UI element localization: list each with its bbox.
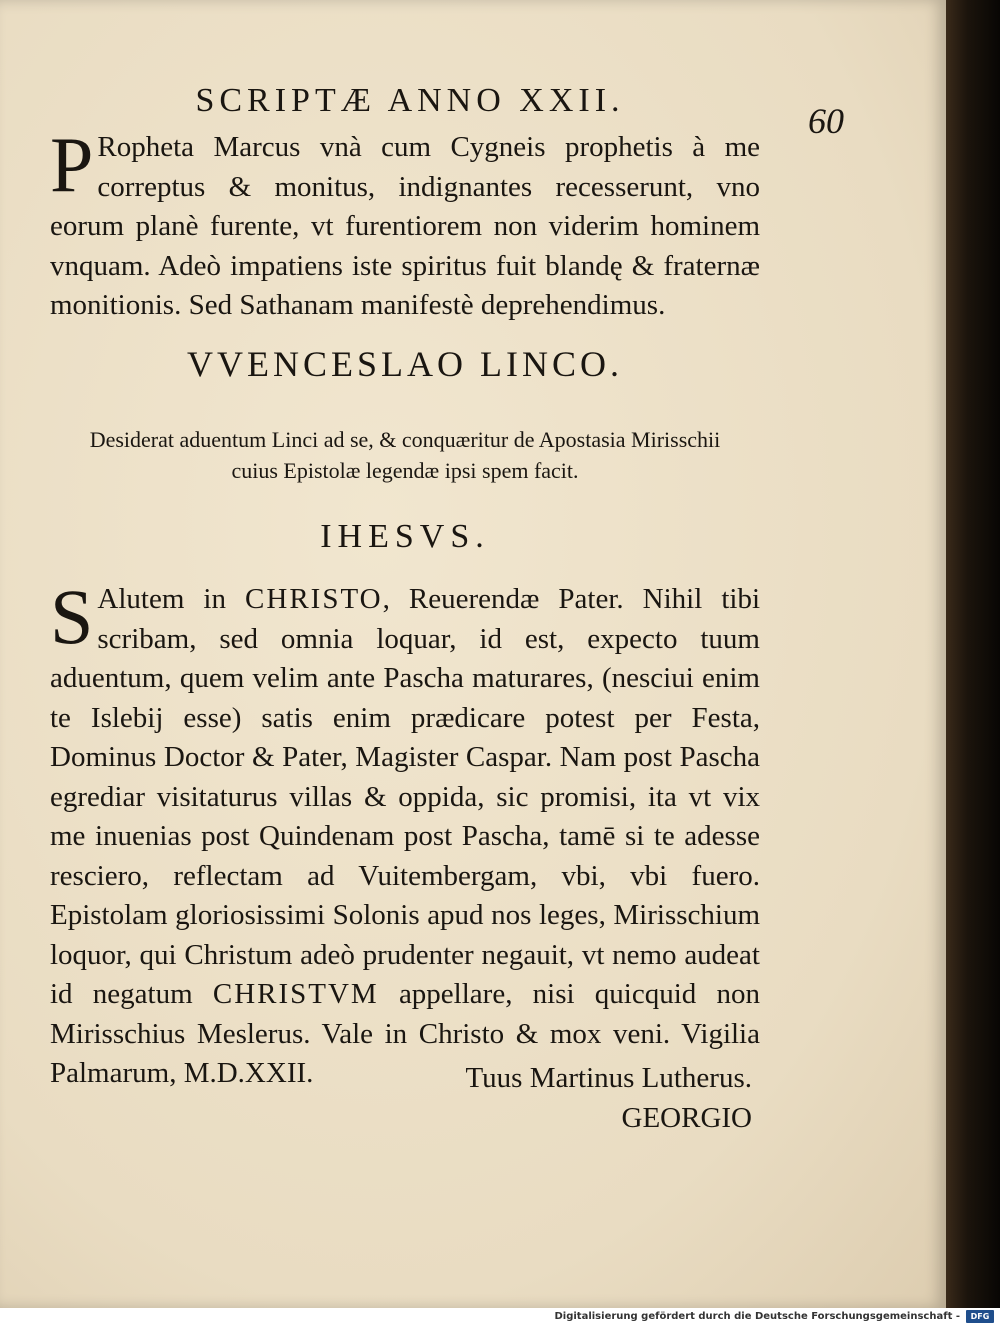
next-addressee: GEORGIO [621, 1102, 752, 1134]
small-caps-christum: CHRISTVM [212, 978, 379, 1010]
invocation-heading: IHESVS. [320, 518, 490, 555]
letter-heading: VVENCESLAO LINCO. [187, 344, 623, 384]
summary-line-2: cuius Epistolæ legendæ ipsi spem facit. [231, 458, 579, 483]
paragraph-2-text-c: appellare, nisi quicquid non Mirisschius Meslerus. Vale in Christo & mox veni. Vigilia Palmarum, M.D.XXII. [50, 978, 760, 1089]
dfg-logo: DFG [966, 1310, 994, 1323]
footer-credit: Digitalisierung gefördert durch die Deutsche Forschungsgemeinschaft - [554, 1311, 960, 1322]
letter-summary [50, 424, 760, 486]
book-edge [946, 0, 1000, 1308]
summary-line-1: Desiderat aduentum Linci ad se, & conquæritur de Apostasia Mirisschii [89, 427, 721, 452]
page-number: 60 [808, 101, 844, 141]
paragraph-1-text: Ropheta Marcus vnà cum Cygneis prophetis à me correptus & monitus, indignantes recesserunt, vno eorum planè furente, vt furentiorem non viderim hominem vnquam. Adeò impatiens iste spiritus fuit blandę & fraternæ monitionis. Sed Sathanam manifestè deprehendimus. [50, 131, 760, 321]
small-caps-christo: CHRISTO [245, 583, 383, 615]
running-head: SCRIPTÆ ANNO XXII. [195, 82, 625, 119]
paragraph-2-text-a: Alutem in [97, 583, 246, 615]
paragraph-1 [50, 121, 760, 326]
paragraph-2 [50, 573, 760, 1094]
drop-cap: P [50, 121, 94, 208]
drop-cap: S [50, 573, 94, 660]
paragraph-2-text-b: , Reuerendæ Pater. Nihil tibi scribam, sed omnia loquar, id est, expecto tuum aduentum, quem velim ante Pascha maturares, (nesciui enim te Islebij esse) satis enim prædicare potest per Festa, Dominus Doctor & Pater, Magister Caspar. Nam post Pascha egrediar visitaturus villas & oppida, sic promisi, ita vt vix me inuenias post Quindenam post Pascha, tamē si te adesse resciero, reflectam ad Vuitembergam, vbi, vbi fuero. Epistolam gloriosissimi Solonis apud nos leges, Mirisschium loquor, qui Christum adeò prudenter negauit, vt nemo audeat id negatum [50, 583, 760, 1010]
signature: Tuus Martinus Lutherus. [465, 1062, 752, 1094]
